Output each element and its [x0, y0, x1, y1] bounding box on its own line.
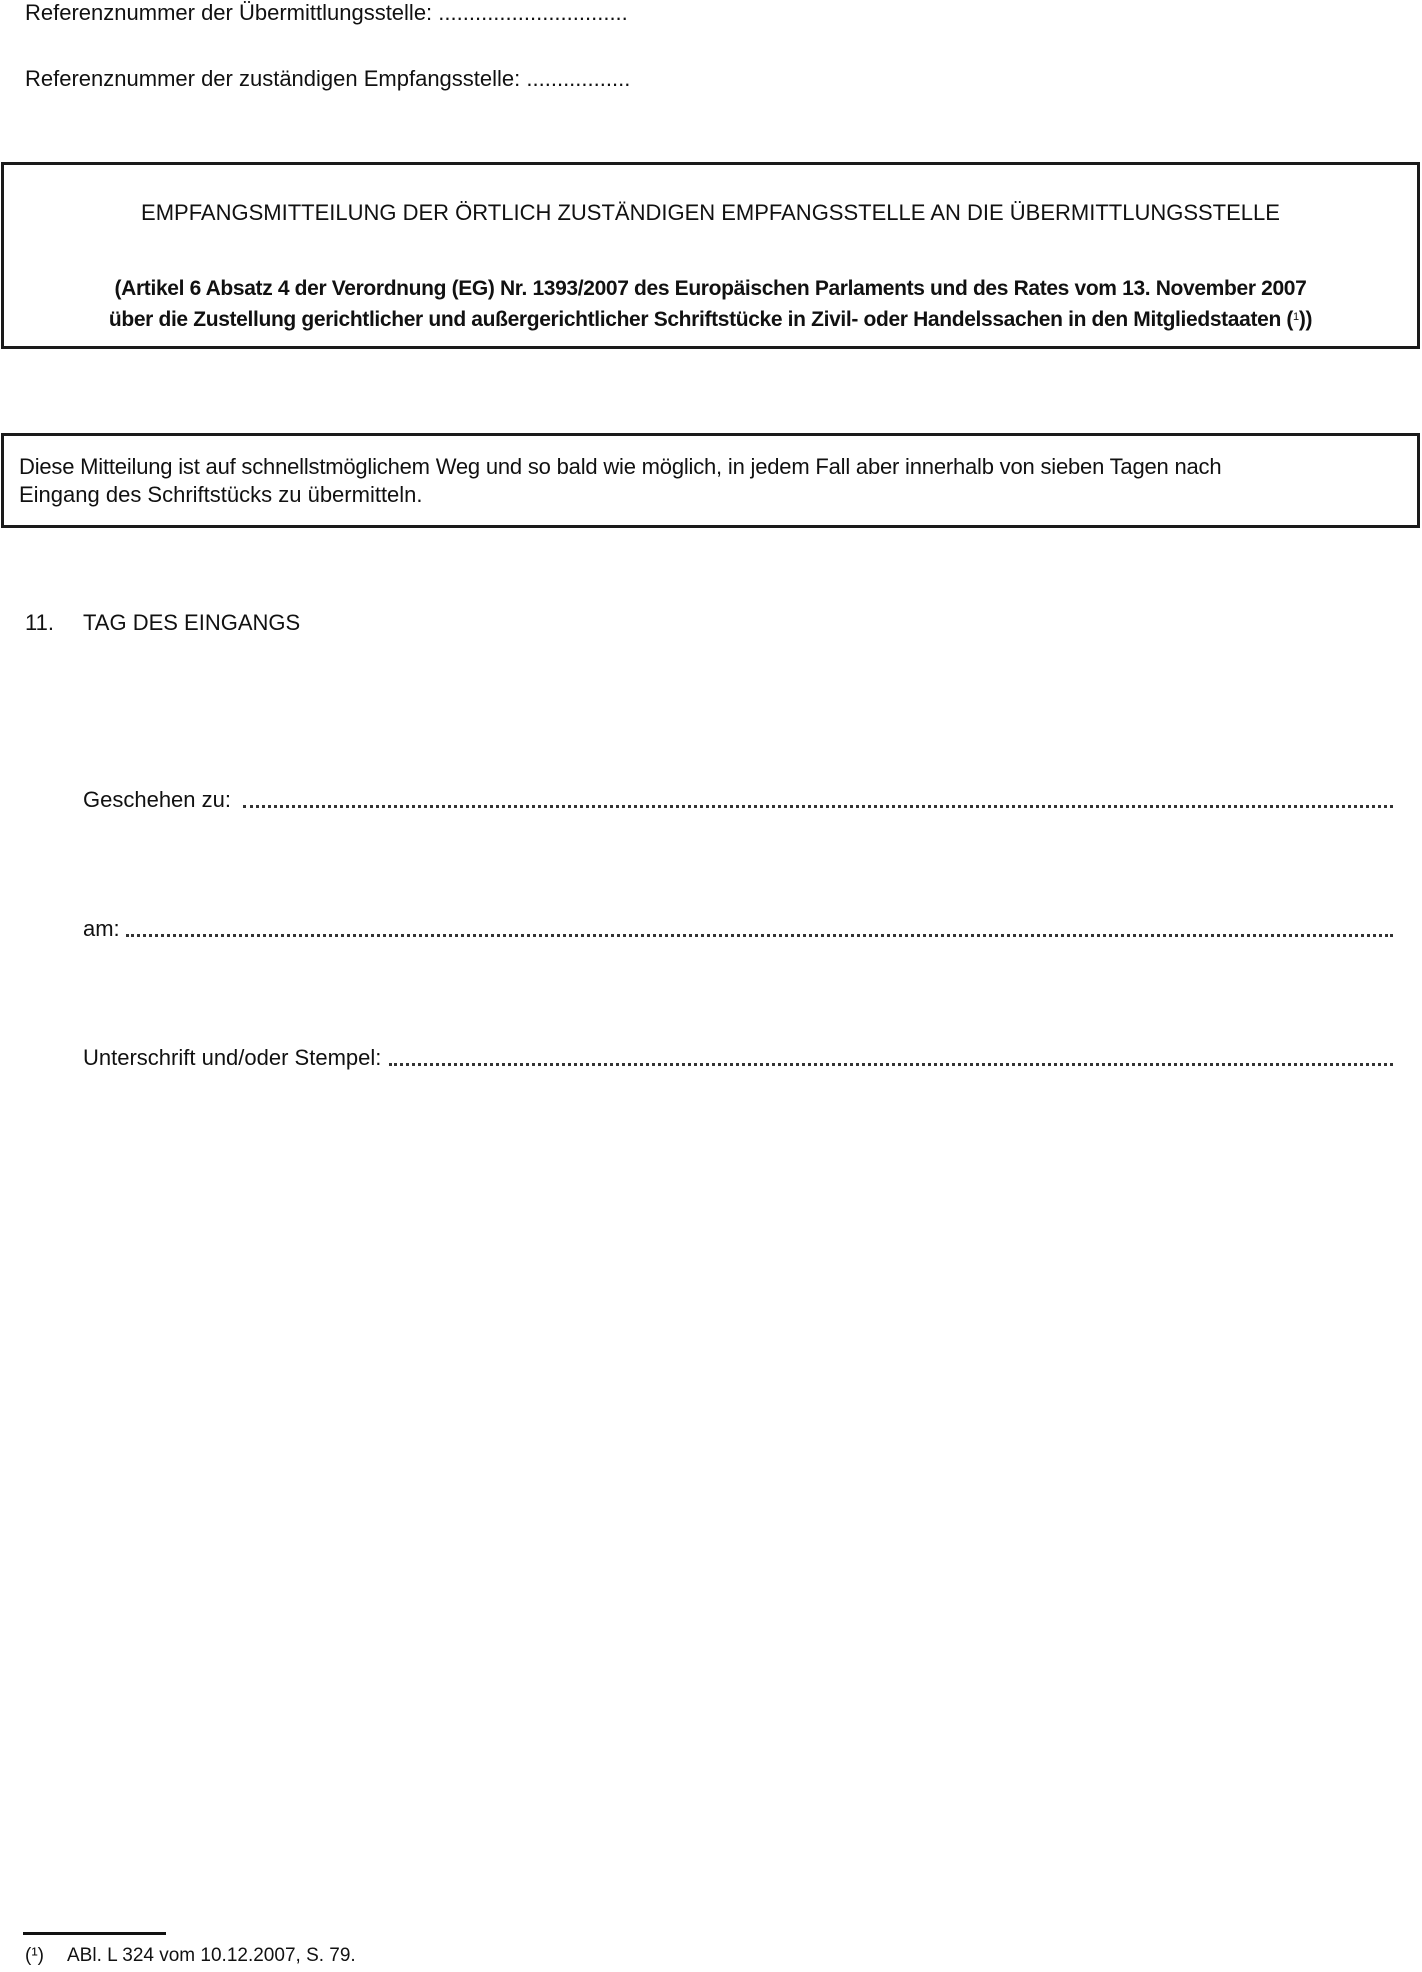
- ref-receiving-agency: [25, 66, 630, 92]
- legal-basis-line2-end: )): [1298, 308, 1313, 331]
- field-date-label: am:: [83, 916, 120, 941]
- form-title: EMPFANGSMITTEILUNG DER ÖRTLICH ZUSTÄNDIGEN EMPFANGSSTELLE AN DIE ÜBERMITTLUNGSSTELLE: [141, 200, 1280, 225]
- field-signature-label: Unterschrift und/oder Stempel:: [83, 1045, 382, 1070]
- notice-box: [1, 433, 1420, 528]
- footnote-text: ABl. L 324 vom 10.12.2007, S. 79.: [67, 1945, 356, 1966]
- ref-receiving-label: Referenznummer der zuständigen Empfangsstelle:: [25, 66, 521, 91]
- field-place-label: Geschehen zu:: [83, 787, 231, 812]
- field-date: [83, 916, 1393, 942]
- notice-line2: Eingang des Schriftstücks zu übermitteln.: [19, 482, 423, 507]
- ref-transmitting-label: Referenznummer der Übermittlungsstelle:: [25, 0, 433, 25]
- notice-line1: Diese Mitteilung ist auf schnellstmöglichem Weg und so bald wie möglich, in jedem Fall aber innerhalb von sieben Tagen nach: [19, 454, 1222, 479]
- section-number: 11.: [25, 610, 54, 635]
- field-signature: [83, 1045, 1393, 1071]
- ref-transmitting-field[interactable]: ...............................: [438, 0, 628, 25]
- legal-basis-line1: (Artikel 6 Absatz 4 der Verordnung (EG) Nr. 1393/2007 des Europäischen Parlaments und des Rates vom 13. November 2007: [114, 277, 1307, 300]
- field-place: [83, 787, 1393, 813]
- field-date-input[interactable]: [126, 934, 1393, 937]
- legal-basis-line2-text: über die Zustellung gerichtlicher und außergerichtlicher Schriftstücke in Zivil- oder Handelssachen in den Mitgliedstaaten (: [108, 308, 1294, 331]
- legal-basis-line2: [4, 303, 1417, 334]
- ref-transmitting-agency: [25, 0, 628, 26]
- field-signature-input[interactable]: [389, 1063, 1393, 1066]
- footnote-marker: (¹): [25, 1945, 44, 1966]
- section-heading: TAG DES EINGANGS: [83, 610, 301, 635]
- footnote-separator: [23, 1932, 166, 1935]
- field-place-input[interactable]: [243, 805, 1393, 808]
- footnote-reference[interactable]: 1: [1293, 311, 1299, 323]
- ref-receiving-field[interactable]: .................: [526, 66, 631, 91]
- title-box: [1, 162, 1420, 349]
